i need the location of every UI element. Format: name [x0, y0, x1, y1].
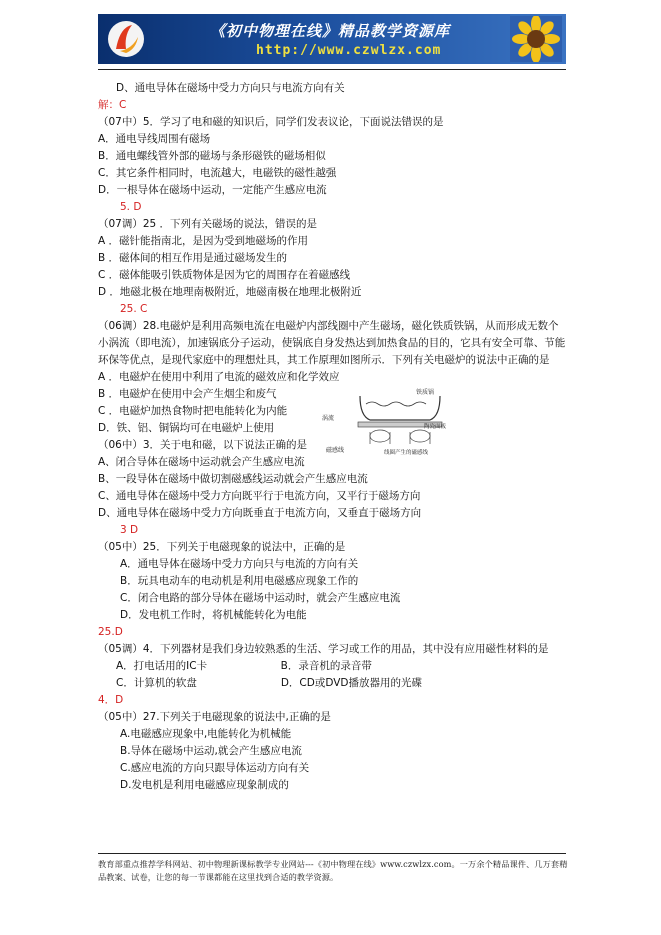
footer-divider	[98, 853, 566, 854]
text-line: C、通电导体在磁场中受力方向既平行于电流方向，又平行于磁场方向	[98, 490, 421, 502]
banner-url[interactable]: http://www.czwlzx.com	[256, 43, 442, 58]
text-line: D ．地磁北极在地理南极附近，地磁南极在地理北极附近	[98, 286, 362, 298]
text-line: （07中）5．学习了电和磁的知识后，同学们发表议论，下面说法错误的是	[98, 116, 444, 128]
induction-cooker-diagram	[320, 386, 460, 456]
text-line: （05中）27.下列关于电磁现象的说法中,正确的是	[98, 711, 331, 723]
text-line: B ．电磁炉在使用中会产生烟尘和废气	[98, 388, 277, 400]
text-line: A、闭合导体在磁场中运动就会产生感应电流	[98, 456, 305, 468]
text-line: D.发电机是利用电磁感应现象制成的	[120, 779, 289, 791]
footer-text: 教育部重点推荐学科网站、初中物理新课标教学专业网站---《初中物理在线》www.czwlzx.com。一万余个精品课件、几万套精品教案、试卷，让您的每一节课都能在这里找到合适的教学资源。	[98, 859, 568, 882]
text-line: 5. D	[120, 201, 142, 213]
text-line: A.电磁感应现象中,电能转化为机械能	[120, 728, 292, 740]
label-pot: 铁质锅	[416, 389, 435, 396]
text-line: D．发电机工作时，将机械能转化为电能	[120, 609, 307, 621]
text-line: 解：C	[98, 99, 127, 111]
text-line: C ．磁体能吸引铁质物体是因为它的周围存在着磁感线	[98, 269, 351, 281]
text-line: D、通电导体在磁场中受力方向只与电流方向有关	[116, 82, 345, 94]
text-line: A．打电话用的IC卡 B．录音机的录音带	[116, 660, 372, 672]
text-line: 4．D	[98, 694, 124, 706]
text-line: C．闭合电路的部分导体在磁场中运动时，就会产生感应电流	[120, 592, 401, 604]
text-line: B、一段导体在磁场中做切割磁感线运动就会产生感应电流	[98, 473, 368, 485]
text-line: （06调）28.电磁炉是利用高频电流在电磁炉内部线圈中产生磁场，磁化铁质铁锅，从而形成无数个小涡流（即电流），加速锅底分子运动，使锅底自身发热达到加热食品的目的，它具有安全可靠、节能环保等优点，是现代家庭中的理想灶具，其工作原理如图所示．下列有关电磁炉的说法中正确的是	[98, 320, 566, 366]
text-line: C．计算机的软盘 D．CD或DVD播放器用的光碟	[116, 677, 423, 689]
sunflower-image	[510, 16, 562, 62]
text-line: B．玩具电动车的电动机是利用电磁感应现象工作的	[120, 575, 359, 587]
label-coil: 线圈产生的磁感线	[384, 450, 429, 456]
site-logo	[106, 19, 146, 59]
header-divider	[98, 69, 566, 70]
text-line: C ．电磁炉加热食物时把电能转化为内能	[98, 405, 288, 417]
banner-title: 《初中物理在线》精品教学资源库	[210, 22, 451, 40]
text-line: 3 D	[120, 524, 139, 536]
text-line: A ．磁针能指南北，是因为受到地磁场的作用	[98, 235, 309, 247]
text-line: D．一根导体在磁场中运动，一定能产生感应电流	[98, 184, 327, 196]
text-line: 25. C	[120, 303, 148, 315]
text-line: A．通电导体在磁场中受力方向只与电流的方向有关	[120, 558, 359, 570]
text-line: A．通电导线周围有磁场	[98, 133, 211, 145]
text-line: B．通电螺线管外部的磁场与条形磁铁的磁场相似	[98, 150, 326, 162]
label-plate: 陶瓷面板	[424, 424, 447, 430]
text-line: C.感应电流的方向只跟导体运动方向有关	[120, 762, 310, 774]
text-line: D．铁、铝、铜锅均可在电磁炉上使用	[98, 422, 275, 434]
text-line: 25.D	[98, 626, 123, 638]
text-line: C．其它条件相同时，电流越大，电磁铁的磁性越强	[98, 167, 337, 179]
text-line: （05调）4．下列器材是我们身边较熟悉的生活、学习或工作的用品，其中没有应用磁性材料的是	[98, 643, 549, 655]
text-line: （06中）3．关于电和磁，以下说法正确的是	[98, 439, 308, 451]
text-line: A ．电磁炉在使用中利用了电流的磁效应和化学效应	[98, 371, 340, 383]
text-line: D、通电导体在磁场中受力方向既垂直于电流方向，又垂直于磁场方向	[98, 507, 422, 519]
label-field: 磁感线	[326, 447, 345, 454]
label-current: 涡流	[322, 415, 335, 422]
text-line: （05中）25．下列关于电磁现象的说法中，正确的是	[98, 541, 346, 553]
text-line: B ．磁体间的相互作用是通过磁场发生的	[98, 252, 288, 264]
header-banner	[98, 14, 566, 64]
text-line: B.导体在磁场中运动,就会产生感应电流	[120, 745, 302, 757]
text-line: （07调）25 ．下列有关磁场的说法，错误的是	[98, 218, 318, 230]
